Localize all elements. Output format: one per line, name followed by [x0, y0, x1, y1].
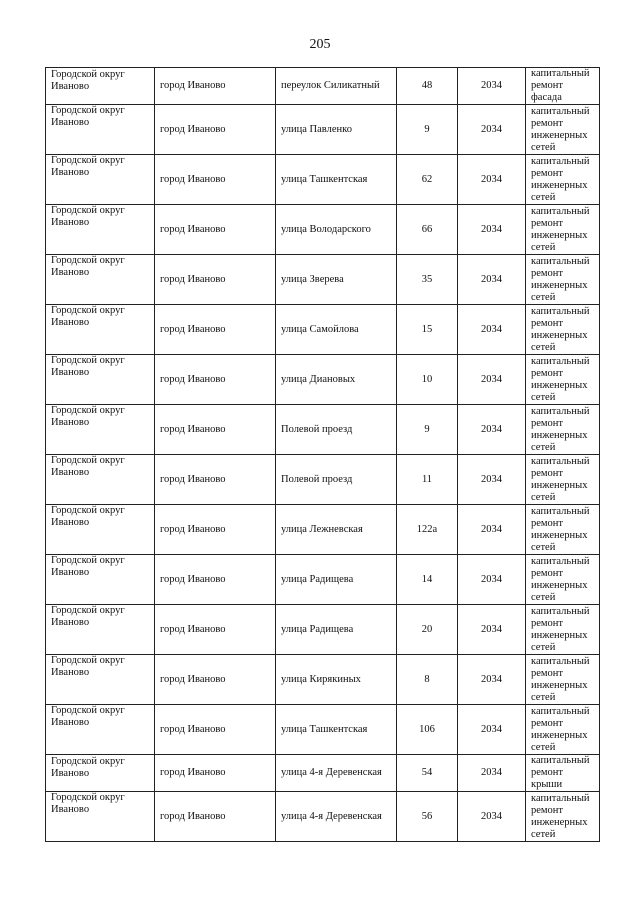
table-row: [46, 455, 600, 505]
street-cell: Полевой проезд: [276, 405, 397, 455]
table-row: [46, 655, 600, 705]
work-type-cell: капитальный ремонт крыши: [526, 755, 600, 792]
house-number-cell: 35: [397, 255, 458, 305]
city-cell: город Иваново: [155, 605, 276, 655]
municipality-cell: Городской округ Иваново: [46, 155, 155, 205]
house-number-cell: 9: [397, 405, 458, 455]
house-number-cell: 20: [397, 605, 458, 655]
house-number-cell: 9: [397, 105, 458, 155]
work-type-cell: капитальный ремонт инженерных сетей: [526, 205, 600, 255]
year-cell: 2034: [458, 205, 526, 255]
street-cell: улица Диановых: [276, 355, 397, 405]
year-cell: 2034: [458, 155, 526, 205]
year-cell: 2034: [458, 405, 526, 455]
house-number-cell: 48: [397, 68, 458, 105]
work-type-cell: капитальный ремонт фасада: [526, 68, 600, 105]
work-type-cell: капитальный ремонт инженерных сетей: [526, 305, 600, 355]
house-number-cell: 62: [397, 155, 458, 205]
municipality-cell: Городской округ Иваново: [46, 792, 155, 842]
table-row: [46, 255, 600, 305]
street-cell: улица Кирякиных: [276, 655, 397, 705]
city-cell: город Иваново: [155, 255, 276, 305]
table-row: [46, 355, 600, 405]
house-number-cell: 14: [397, 555, 458, 605]
street-cell: улица Володарского: [276, 205, 397, 255]
street-cell: улица Ташкентская: [276, 705, 397, 755]
year-cell: 2034: [458, 555, 526, 605]
year-cell: 2034: [458, 68, 526, 105]
city-cell: город Иваново: [155, 405, 276, 455]
repair-schedule-table: [45, 67, 600, 842]
house-number-cell: 8: [397, 655, 458, 705]
work-type-cell: капитальный ремонт инженерных сетей: [526, 605, 600, 655]
work-type-cell: капитальный ремонт инженерных сетей: [526, 355, 600, 405]
house-number-cell: 10: [397, 355, 458, 405]
street-cell: улица Радищева: [276, 555, 397, 605]
house-number-cell: 122а: [397, 505, 458, 555]
work-type-cell: капитальный ремонт инженерных сетей: [526, 505, 600, 555]
municipality-cell: Городской округ Иваново: [46, 655, 155, 705]
table-row: [46, 505, 600, 555]
work-type-cell: капитальный ремонт инженерных сетей: [526, 655, 600, 705]
work-type-cell: капитальный ремонт инженерных сетей: [526, 155, 600, 205]
year-cell: 2034: [458, 505, 526, 555]
page-number: 205: [309, 37, 331, 52]
municipality-cell: Городской округ Иваново: [46, 405, 155, 455]
year-cell: 2034: [458, 792, 526, 842]
street-cell: улица Самойлова: [276, 305, 397, 355]
work-type-cell: капитальный ремонт инженерных сетей: [526, 105, 600, 155]
table-row: [46, 605, 600, 655]
municipality-cell: Городской округ Иваново: [46, 355, 155, 405]
table-row: [46, 305, 600, 355]
city-cell: город Иваново: [155, 355, 276, 405]
work-type-cell: капитальный ремонт инженерных сетей: [526, 405, 600, 455]
municipality-cell: Городской округ Иваново: [46, 605, 155, 655]
city-cell: город Иваново: [155, 68, 276, 105]
municipality-cell: Городской округ Иваново: [46, 755, 155, 792]
year-cell: 2034: [458, 605, 526, 655]
work-type-cell: капитальный ремонт инженерных сетей: [526, 555, 600, 605]
work-type-cell: капитальный ремонт инженерных сетей: [526, 255, 600, 305]
table-row: [46, 205, 600, 255]
city-cell: город Иваново: [155, 792, 276, 842]
city-cell: город Иваново: [155, 655, 276, 705]
table-row: [46, 705, 600, 755]
house-number-cell: 11: [397, 455, 458, 505]
house-number-cell: 66: [397, 205, 458, 255]
city-cell: город Иваново: [155, 155, 276, 205]
municipality-cell: Городской округ Иваново: [46, 555, 155, 605]
house-number-cell: 15: [397, 305, 458, 355]
year-cell: 2034: [458, 455, 526, 505]
year-cell: 2034: [458, 105, 526, 155]
municipality-cell: Городской округ Иваново: [46, 705, 155, 755]
municipality-cell: Городской округ Иваново: [46, 205, 155, 255]
table-row: [46, 755, 600, 792]
street-cell: улица 4-я Деревенская: [276, 792, 397, 842]
city-cell: город Иваново: [155, 455, 276, 505]
city-cell: город Иваново: [155, 555, 276, 605]
year-cell: 2034: [458, 355, 526, 405]
work-type-cell: капитальный ремонт инженерных сетей: [526, 705, 600, 755]
work-type-cell: капитальный ремонт инженерных сетей: [526, 792, 600, 842]
municipality-cell: Городской округ Иваново: [46, 105, 155, 155]
table-row: [46, 555, 600, 605]
table-row: [46, 405, 600, 455]
table-row: [46, 792, 600, 842]
year-cell: 2034: [458, 305, 526, 355]
street-cell: переулок Силикатный: [276, 68, 397, 105]
street-cell: улица Зверева: [276, 255, 397, 305]
street-cell: Полевой проезд: [276, 455, 397, 505]
municipality-cell: Городской округ Иваново: [46, 68, 155, 105]
street-cell: улица Ташкентская: [276, 155, 397, 205]
street-cell: улица 4-я Деревенская: [276, 755, 397, 792]
municipality-cell: Городской округ Иваново: [46, 255, 155, 305]
city-cell: город Иваново: [155, 705, 276, 755]
municipality-cell: Городской округ Иваново: [46, 505, 155, 555]
house-number-cell: 106: [397, 705, 458, 755]
year-cell: 2034: [458, 755, 526, 792]
municipality-cell: Городской округ Иваново: [46, 455, 155, 505]
street-cell: улица Лежневская: [276, 505, 397, 555]
street-cell: улица Радищева: [276, 605, 397, 655]
table-row: [46, 155, 600, 205]
city-cell: город Иваново: [155, 105, 276, 155]
city-cell: город Иваново: [155, 305, 276, 355]
year-cell: 2034: [458, 705, 526, 755]
work-type-cell: капитальный ремонт инженерных сетей: [526, 455, 600, 505]
table-row: [46, 105, 600, 155]
municipality-cell: Городской округ Иваново: [46, 305, 155, 355]
house-number-cell: 56: [397, 792, 458, 842]
table-row: [46, 68, 600, 105]
house-number-cell: 54: [397, 755, 458, 792]
year-cell: 2034: [458, 655, 526, 705]
city-cell: город Иваново: [155, 505, 276, 555]
city-cell: город Иваново: [155, 205, 276, 255]
year-cell: 2034: [458, 255, 526, 305]
street-cell: улица Павленко: [276, 105, 397, 155]
city-cell: город Иваново: [155, 755, 276, 792]
